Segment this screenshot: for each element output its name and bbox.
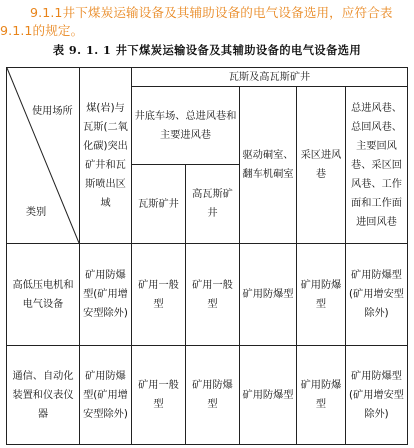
row-2-high-gas [186, 346, 239, 444]
header-chamber-text: 驱动硐室、翻车机硐室 [242, 150, 294, 180]
corner-top-label: 使用场所 [32, 105, 73, 117]
category-label: 通信、自动化装置和仪表仪器 [12, 370, 74, 420]
row-1-intake [297, 244, 345, 345]
cell-value: 矿用防爆型 [300, 380, 342, 410]
table-border-bottom [6, 444, 408, 445]
row-1-chamber [240, 244, 296, 345]
table-border-right [407, 67, 408, 445]
header-low-gas-mine [132, 165, 185, 243]
cell-value: 矿用防爆型(矿用增安型除外) [83, 370, 128, 420]
row-2-return [346, 346, 407, 444]
cell-value: 矿用一般型 [192, 279, 233, 310]
cell-value: 矿用防爆型(矿用增安型除外) [349, 270, 404, 319]
header-outburst-text: 煤(岩)与瓦斯(二氧化碳)突出矿井和瓦斯喷出区域 [83, 102, 128, 209]
row-1-return [346, 244, 407, 345]
header-corner-category [16, 202, 56, 222]
header-high-gas-mine [186, 165, 239, 243]
header-gas-mine-group [132, 68, 407, 86]
row-2-category [7, 346, 79, 444]
cell-value: 矿用防爆型(矿用增安型除外) [349, 370, 404, 420]
header-return-airways [346, 87, 407, 243]
header-intake-text: 采区进风巷 [300, 150, 342, 180]
header-low-gas-text: 瓦斯矿井 [138, 198, 179, 210]
cell-value: 矿用防爆型 [300, 279, 342, 310]
corner-bottom-label: 类别 [25, 206, 47, 218]
row-2-chamber [240, 346, 296, 444]
cell-value: 矿用一般型 [138, 380, 179, 410]
row-1-category [7, 244, 79, 345]
row-2-outburst [80, 346, 131, 444]
row-2-intake [297, 346, 345, 444]
intro-paragraph: 9.1.1井下煤炭运输设备及其辅助设备的电气设备选用，应符合表9.1.1的规定。 [0, 5, 393, 38]
table-caption: 表 9. 1. 1 井下煤炭运输设备及其辅助设备的电气设备选用 [52, 43, 362, 57]
cell-value: 矿用防爆型 [192, 380, 233, 410]
header-outburst-zone [80, 68, 131, 243]
category-label: 高低压电机和电气设备 [12, 279, 74, 310]
header-group-text: 瓦斯及高瓦斯矿井 [228, 71, 311, 83]
header-return-text: 总进风巷、总回风巷、主要回风巷、采区回风巷、工作面和工作面进回风巷 [351, 102, 402, 228]
cell-value: 矿用一般型 [138, 279, 179, 310]
header-drive-chamber [240, 87, 296, 243]
row-1-outburst [80, 244, 131, 345]
row-2-low-gas [132, 346, 185, 444]
header-mining-intake [297, 87, 345, 243]
cell-value: 矿用防爆型 [242, 289, 294, 300]
cell-value: 矿用防爆型 [242, 389, 294, 401]
row-1-low-gas [132, 244, 185, 345]
header-subgroup-text: 井底车场、总进风巷和主要进风巷 [134, 110, 237, 141]
row-1-high-gas [186, 244, 239, 345]
equipment-selection-table [6, 67, 408, 445]
header-shaft-bottom-group [132, 87, 239, 164]
header-high-gas-text: 高瓦斯矿井 [192, 189, 233, 219]
cell-value: 矿用防爆型(矿用增安型除外) [83, 270, 128, 319]
header-corner-location [30, 91, 80, 131]
